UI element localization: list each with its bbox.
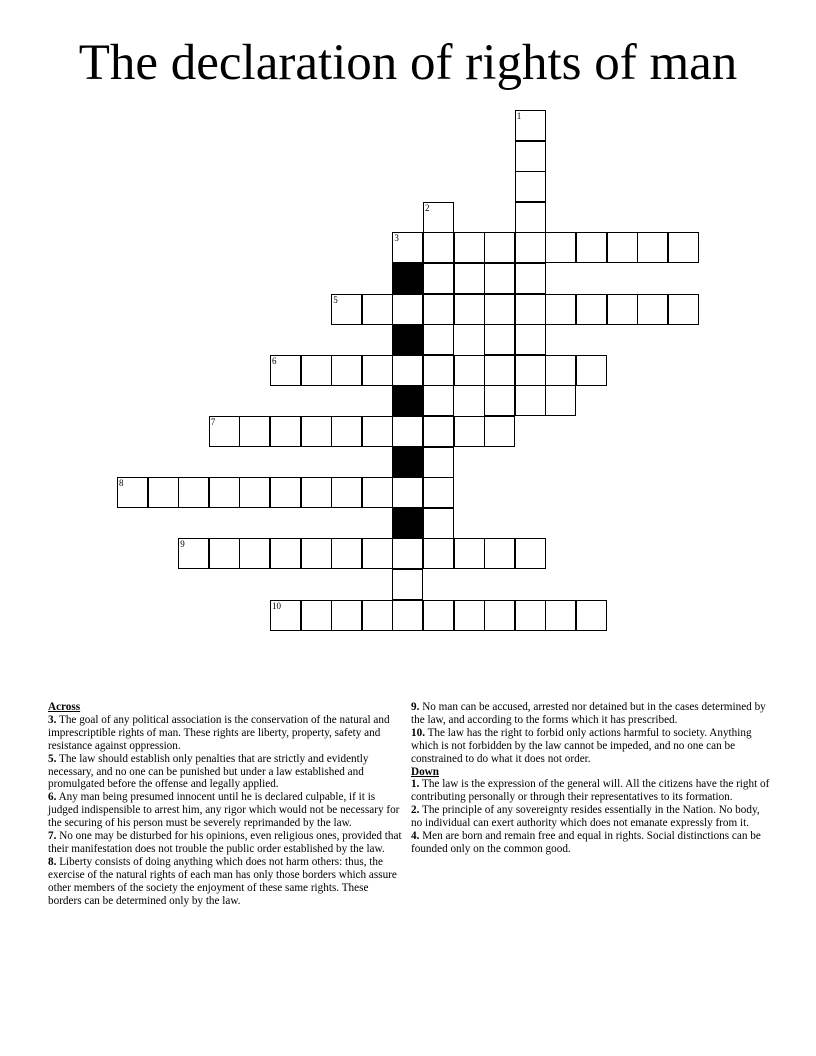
crossword-cell[interactable] xyxy=(148,477,179,508)
cell-number: 7 xyxy=(210,417,216,427)
across-clue-10: 10. The law has the right to forbid only actions harmful to society. Anything which is not forbidden by the law cannot be impeded, and no one can be constrained to do what it does not order. xyxy=(411,726,752,765)
crossword-cell[interactable] xyxy=(392,416,423,447)
crossword-cell[interactable] xyxy=(331,416,362,447)
crossword-cell[interactable] xyxy=(392,232,423,263)
crossword-cell[interactable] xyxy=(423,477,454,508)
crossword-cell[interactable] xyxy=(607,232,638,263)
across-clue-9: 9. No man can be accused, arrested nor detained but in the cases determined by the law, and according to the forms which it has prescribed. xyxy=(411,701,766,726)
crossword-cell[interactable] xyxy=(515,141,546,172)
crossword-cell[interactable] xyxy=(484,385,515,416)
crossword-cell[interactable] xyxy=(515,385,546,416)
crossword-cell[interactable] xyxy=(423,324,454,355)
crossword-cell[interactable] xyxy=(178,538,209,569)
crossword-cell[interactable] xyxy=(270,416,301,447)
crossword-cell[interactable] xyxy=(637,232,668,263)
crossword-cell[interactable] xyxy=(484,232,515,263)
crossword-cell[interactable] xyxy=(484,355,515,386)
crossword-cell[interactable] xyxy=(331,538,362,569)
crossword-cell[interactable] xyxy=(239,477,270,508)
across-clue-3: 3. The goal of any political association is the conservation of the natural and imprescriptible rights of man. These rights are liberty, property, safety and resistance against oppression. xyxy=(48,713,390,752)
crossword-cell[interactable] xyxy=(454,355,485,386)
cell-number: 10 xyxy=(272,600,281,611)
crossword-cell[interactable] xyxy=(362,294,393,325)
down-clue-1: 1. The law is the expression of the general will. All the citizens have the right of contributing personally or through their representatives to its formation. xyxy=(411,778,770,804)
cell-number: 8 xyxy=(119,478,124,489)
crossword-cell[interactable] xyxy=(484,263,515,294)
crossword-cell[interactable] xyxy=(545,600,576,631)
crossword-cell[interactable] xyxy=(637,294,668,325)
crossword-cell[interactable] xyxy=(423,538,454,569)
crossword-cell[interactable] xyxy=(454,263,485,294)
crossword-cell[interactable] xyxy=(484,538,515,569)
crossword-cell[interactable] xyxy=(423,385,454,416)
crossword-cell[interactable] xyxy=(178,477,209,508)
crossword-cell[interactable] xyxy=(331,355,362,386)
crossword-cell[interactable] xyxy=(545,385,576,416)
crossword-cell[interactable] xyxy=(576,600,607,631)
crossword-cell[interactable] xyxy=(209,477,240,508)
crossword-cell[interactable] xyxy=(515,600,546,631)
crossword-cell[interactable] xyxy=(362,600,393,631)
down-clue-2: 2. The principle of any sovereignty resides essentially in the Nation. No body, no individual can exert authority which does not emanate expressly from it. xyxy=(411,804,760,830)
crossword-cell[interactable] xyxy=(515,232,546,263)
crossword-cell[interactable] xyxy=(423,416,454,447)
cell-number: 9 xyxy=(180,539,185,550)
clues-column-right xyxy=(411,701,771,856)
crossword-cell[interactable] xyxy=(668,232,699,263)
cell-number: 2 xyxy=(425,202,430,213)
crossword-cell[interactable] xyxy=(484,416,515,447)
crossword-cell[interactable] xyxy=(270,538,301,569)
crossword-block-cell xyxy=(392,447,423,478)
down-clue-4: 4. Men are born and remain free and equal in rights. Social distinctions can be founded only on the common good. xyxy=(411,830,761,855)
crossword-cell[interactable] xyxy=(301,416,332,447)
crossword-cell[interactable] xyxy=(331,600,362,631)
crossword-cell[interactable] xyxy=(423,232,454,263)
crossword-cell[interactable] xyxy=(270,355,301,386)
crossword-cell[interactable] xyxy=(545,232,576,263)
crossword-cell[interactable] xyxy=(423,263,454,294)
crossword-cell[interactable] xyxy=(392,294,423,325)
cell-number: 6 xyxy=(272,355,277,366)
across-clue-5: 5. The law should establish only penalties that are strictly and evidently necessary, and no one can be punished but under a law established and promulgated before the offense and legally applied. xyxy=(48,752,369,791)
crossword-cell[interactable] xyxy=(392,600,423,631)
crossword-cell[interactable] xyxy=(362,355,393,386)
crossword-cell[interactable] xyxy=(239,416,270,447)
crossword-cell[interactable] xyxy=(331,294,362,325)
crossword-cell[interactable] xyxy=(515,324,546,355)
across-clue-6: 6. Any man being presumed innocent until he is declared culpable, if it is judged indispensible to arrest him, any rigor which would not be necessary for the securing of his person must be severely reprimanded by the law. xyxy=(48,791,400,830)
crossword-cell[interactable] xyxy=(392,538,423,569)
crossword-cell[interactable] xyxy=(607,294,638,325)
crossword-cell[interactable] xyxy=(576,355,607,386)
crossword-cell[interactable] xyxy=(454,232,485,263)
crossword-cell[interactable] xyxy=(117,477,148,508)
crossword-cell[interactable] xyxy=(392,477,423,508)
crossword-cell[interactable] xyxy=(515,202,546,233)
crossword-cell[interactable] xyxy=(484,324,515,355)
crossword-cell[interactable] xyxy=(454,538,485,569)
crossword-cell[interactable] xyxy=(362,538,393,569)
puzzle-title: The declaration of rights of man xyxy=(78,35,738,91)
crossword-cell[interactable] xyxy=(515,171,546,202)
crossword-cell[interactable] xyxy=(423,202,454,233)
crossword-cell[interactable] xyxy=(454,294,485,325)
crossword-cell[interactable] xyxy=(209,538,240,569)
crossword-cell[interactable] xyxy=(392,355,423,386)
crossword-cell[interactable] xyxy=(209,416,240,447)
crossword-cell[interactable] xyxy=(423,600,454,631)
crossword-cell[interactable] xyxy=(301,355,332,386)
crossword-cell[interactable] xyxy=(270,477,301,508)
crossword-cell[interactable] xyxy=(576,294,607,325)
crossword-cell[interactable] xyxy=(515,110,546,141)
crossword-cell[interactable] xyxy=(423,355,454,386)
across-heading: Across xyxy=(48,701,81,713)
crossword-cell[interactable] xyxy=(423,508,454,539)
down-heading: Down xyxy=(411,765,439,778)
crossword-cell[interactable] xyxy=(576,232,607,263)
crossword-cell[interactable] xyxy=(515,294,546,325)
crossword-cell[interactable] xyxy=(668,294,699,325)
crossword-cell[interactable] xyxy=(270,600,301,631)
crossword-cell[interactable] xyxy=(301,538,332,569)
crossword-cell[interactable] xyxy=(423,294,454,325)
crossword-block-cell xyxy=(392,324,423,355)
crossword-cell[interactable] xyxy=(301,477,332,508)
crossword-cell[interactable] xyxy=(331,477,362,508)
crossword-cell[interactable] xyxy=(515,263,546,294)
crossword-cell[interactable] xyxy=(301,600,332,631)
crossword-block-cell xyxy=(392,508,423,539)
crossword-block-cell xyxy=(392,385,423,416)
across-clue-7: 7. No one may be disturbed for his opinions, even religious ones, provided that their manifestation does not trouble the public order established by the law. xyxy=(48,830,402,855)
crossword-cell[interactable] xyxy=(392,569,423,600)
crossword-cell[interactable] xyxy=(362,416,393,447)
clues-column-left xyxy=(48,701,404,908)
crossword-cell[interactable] xyxy=(545,294,576,325)
crossword-cell[interactable] xyxy=(484,294,515,325)
crossword-cell[interactable] xyxy=(362,477,393,508)
crossword-cell[interactable] xyxy=(423,447,454,478)
crossword-cell[interactable] xyxy=(515,355,546,386)
crossword-cell[interactable] xyxy=(454,416,485,447)
cell-number: 5 xyxy=(333,294,338,305)
crossword-cell[interactable] xyxy=(454,600,485,631)
across-clue-8: 8. Liberty consists of doing anything which does not harm others: thus, the exercise of the natural rights of each man has only those borders which assure other members of the society the enjoyment of these same rights. These borders can be determined only by the law. xyxy=(48,855,397,907)
crossword-cell[interactable] xyxy=(545,355,576,386)
cell-number: 3 xyxy=(394,233,399,244)
crossword-cell[interactable] xyxy=(239,538,270,569)
crossword-block-cell xyxy=(392,263,423,294)
crossword-cell[interactable] xyxy=(515,538,546,569)
crossword-cell[interactable] xyxy=(484,600,515,631)
cell-number: 1 xyxy=(516,111,522,121)
